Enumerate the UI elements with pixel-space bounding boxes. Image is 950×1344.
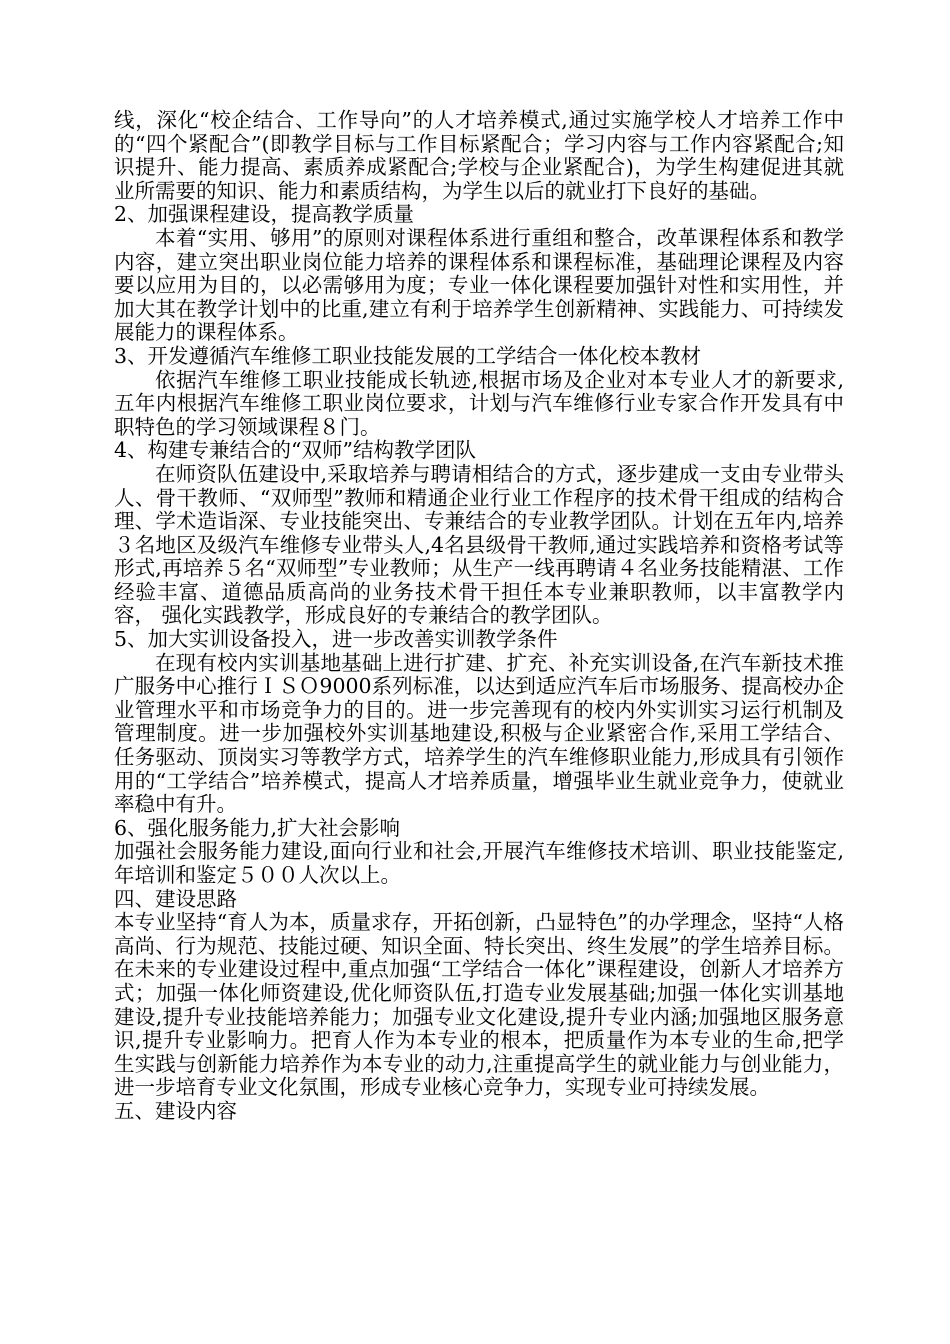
paragraph-social-service: 加强社会服务能力建设,面向行业和社会,开展汽车维修技术培训、职业技能鉴定,年培训和鉴定５００人次以上。	[114, 839, 844, 887]
section-heading-2: 2、加强课程建设，提高教学质量	[114, 202, 415, 227]
section-heading-four: 四、建设思路	[114, 886, 237, 911]
section-heading-4: 4、构建专兼结合的“双师”结构教学团队	[114, 438, 477, 463]
section-heading-3: 3、开发遵循汽车维修工职业技能发展的工学结合一体化校本教材	[114, 343, 702, 368]
document-page	[114, 109, 844, 1124]
paragraph-training-equipment: 在现有校内实训基地基础上进行扩建、扩充、补充实训设备,在汽车新技术推广服务中心推行ＩＳＯ9000系列标准，以达到适应汽车后市场服务、提高校办企业管理水平和市场竞争力的目的。进一步完善现有的校内外实训实习运行机制及管理制度。进一步加强校外实训基地建设,积极与企业紧密合作,采用工学结合、任务驱动、顶岗实习等教学方式，培养学生的汽车维修职业能力,形成具有引领作用的“工学结合”培养模式，提高人才培养质量，增强毕业生就业竞争力，使就业率稳中有升。	[114, 650, 844, 817]
section-heading-five: 五、建设内容	[114, 1098, 237, 1123]
paragraph-textbooks: 依据汽车维修工职业技能成长轨迹,根据市场及企业对本专业人才的新要求,五年内根据汽车维修工职业岗位要求，计划与汽车维修行业专家合作开发具有中职特色的学习领域课程８门。	[114, 367, 844, 439]
paragraph-construction-ideas: 本专业坚持“育人为本，质量求存，开拓创新，凸显特色”的办学理念，坚持“人格高尚、行为规范、技能过硬、知识全面、特长突出、终生发展”的学生培养目标。在未来的专业建设过程中,重点加强“工学结合一体化”课程建设，创新人才培养方式；加强一体化师资建设,优化师资队伍,打造专业发展基础;加强一体化实训基地建设,提升专业技能培养能力；加强专业文化建设,提升专业内涵;加强地区服务意识,提升专业影响力。把育人作为本专业的根本，把质量作为本专业的生命,把学生实践与创新能力培养作为本专业的动力,注重提高学生的就业能力与创业能力，进一步培育专业文化氛围，形成专业核心竞争力，实现专业可持续发展。	[114, 910, 844, 1100]
paragraph-intro: 线，深化“校企结合、工作导向”的人才培养模式,通过实施学校人才培养工作中的“四个紧配合”(即教学目标与工作目标紧配合；学习内容与工作内容紧配合;知识提升、能力提高、素质养成紧配合;学校与企业紧配合)，为学生构建促进其就业所需要的知识、能力和素质结构，为学生以后的就业打下良好的基础。	[114, 108, 844, 203]
paragraph-teaching-team: 在师资队伍建设中,采取培养与聘请相结合的方式，逐步建成一支由专业带头人、骨干教师、“双师型”教师和精通企业行业工作程序的技术骨干组成的结构合理、学术造诣深、专业技能突出、专兼结合的专业教学团队。计划在五年内,培养３名地区及级汽车维修专业带头人,4名县级骨干教师,通过实践培养和资格考试等形式,再培养５名“双师型”专业教师；从生产一线再聘请４名业务技能精湛、工作经验丰富、道德品质高尚的业务技术骨干担任本专业兼职教师，以丰富教学内容， 强化实践教学，形成良好的专兼结合的教学团队。	[114, 461, 844, 628]
section-heading-5: 5、加大实训设备投入，进一步改善实训教学条件	[114, 627, 558, 652]
section-heading-6: 6、强化服务能力,扩大社会影响	[114, 815, 401, 840]
paragraph-curriculum: 本着“实用、够用”的原则对课程体系进行重组和整合，改革课程体系和教学内容，建立突出职业岗位能力培养的课程体系和课程标准，基础理论课程及内容要以应用为目的，以必需够用为度；专业一体化课程要加强针对性和实用性，并加大其在教学计划中的比重,建立有利于培养学生创新精神、实践能力、可持续发展能力的课程体系。	[114, 225, 844, 345]
